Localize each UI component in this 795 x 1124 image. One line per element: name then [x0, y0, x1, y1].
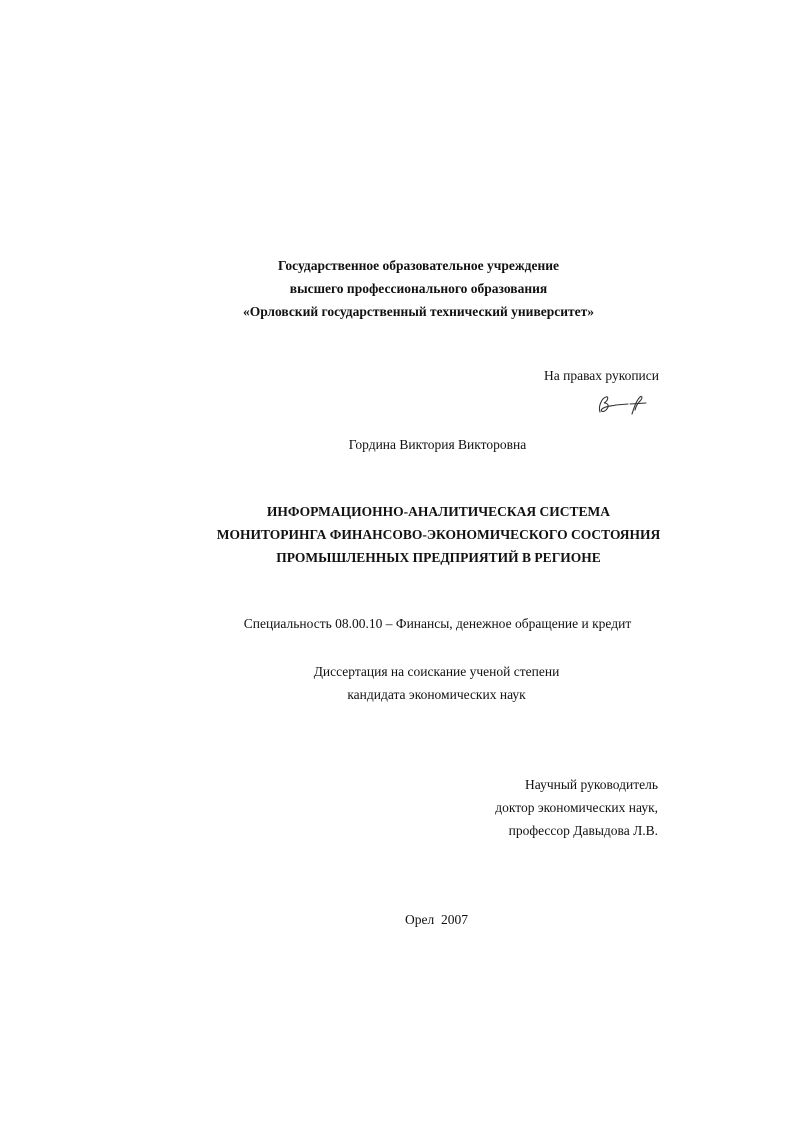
place-year-text: Орел 2007 [405, 912, 468, 927]
author-name: Гордина Виктория Викторовна [348, 437, 527, 452]
title-line: МОНИТОРИНГА ФИНАНСОВО-ЭКОНОМИЧЕСКОГО СОСТОЯНИЯ [216, 527, 661, 542]
supervisor-block [495, 773, 658, 842]
specialty-line: Специальность 08.00.10 – Финансы, денежное обращение и кредит [243, 616, 632, 631]
degree-line: Диссертация на соискание ученой степени [313, 664, 560, 679]
institution-line: высшего профессионального образования [289, 281, 548, 296]
institution-line: «Орловский государственный технический университет» [242, 304, 595, 319]
degree-line: кандидата экономических наук [347, 687, 526, 702]
supervisor-line: доктор экономических наук, [495, 800, 658, 815]
handwritten-signature [592, 392, 650, 418]
dissertation-title [0, 500, 795, 569]
institution-header [0, 254, 795, 323]
supervisor-line: профессор Давыдова Л.В. [508, 823, 658, 838]
supervisor-line: Научный руководитель [525, 777, 658, 792]
institution-line: Государственное образовательное учреждение [278, 258, 559, 273]
place-and-year [0, 910, 795, 930]
rights-note: На правах рукописи [543, 368, 659, 383]
degree-statement [0, 660, 795, 706]
title-line: ИНФОРМАЦИОННО-АНАЛИТИЧЕСКАЯ СИСТЕМА [266, 504, 611, 519]
title-line: ПРОМЫШЛЕННЫХ ПРЕДПРИЯТИЙ В РЕГИОНЕ [276, 550, 601, 565]
